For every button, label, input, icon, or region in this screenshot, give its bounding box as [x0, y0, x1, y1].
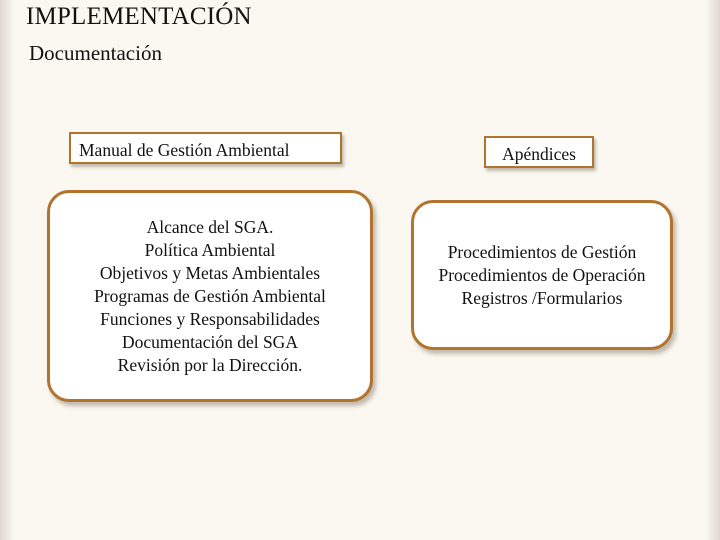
right-edge-shadow — [706, 0, 720, 540]
manual-contents-box — [47, 190, 373, 402]
manual-item-programas: Programas de Gestión Ambiental — [94, 285, 326, 306]
manual-item-funciones: Funciones y Responsabilidades — [100, 308, 320, 329]
left-edge-shadow — [0, 0, 14, 540]
apendices-item-registros: Registros /Formularios — [461, 287, 623, 308]
manual-item-objetivos: Objetivos y Metas Ambientales — [99, 262, 321, 283]
page-subtitle: Documentación — [29, 41, 162, 65]
manual-item-documentacion: Documentación del SGA — [122, 331, 298, 352]
apendices-item-operacion: Procedimientos de Operación — [438, 264, 646, 285]
apendices-item-gestion: Procedimientos de Gestión — [447, 241, 637, 262]
page-title: IMPLEMENTACIÓN — [26, 3, 252, 30]
manual-item-politica: Política Ambiental — [144, 239, 276, 260]
apendices-contents-box — [411, 200, 673, 350]
manual-item-alcance: Alcance del SGA. — [146, 216, 274, 237]
apendices-label-box: Apéndices — [484, 136, 594, 168]
manual-item-revision: Revisión por la Dirección. — [117, 354, 303, 375]
manual-label-box: Manual de Gestión Ambiental — [69, 132, 342, 164]
